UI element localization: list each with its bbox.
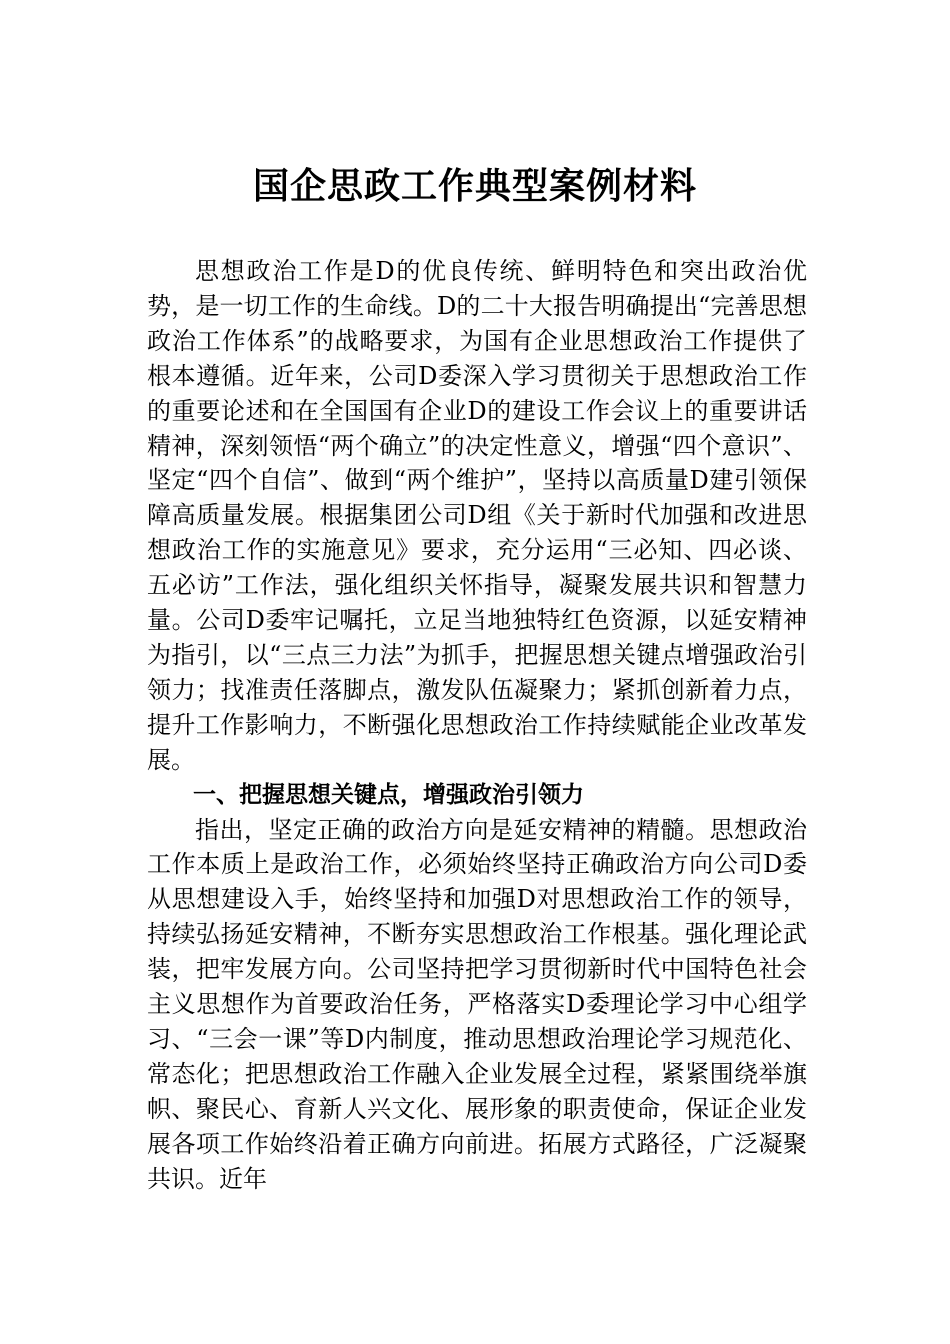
document-title: 国企思政工作典型案例材料 xyxy=(252,165,697,207)
section-1-paragraph: 指出，坚定正确的政治方向是延安精神的精髓。思想政治工作本质上是政治工作，必须始终坚持正确政治方向公司D委从思想建设入手，始终坚持和加强D对思想政治工作的领导，持续弘扬延安精神，不断夯实思想政治工作根基。强化理论武装，把牢发展方向。公司坚持把学习贯彻新时代中国特色社会主义思想作为首要政治任务，严格落实D委理论学习中心组学习、“三会一课”等D内制度，推动思想政治理论学习规范化、常态化；把思想政治工作融入企业发展全过程，紧紧围绕举旗帜、聚民心、育新人兴文化、展形象的职责使命，保证企业发展各项工作始终沿着正确方向前进。拓展方式路径，广泛凝聚共识。近年 xyxy=(147,815,807,1193)
document-body xyxy=(147,254,807,1196)
section-1-heading: 一、把握思想关键点，增强政治引领力 xyxy=(193,781,584,808)
intro-paragraph: 思想政治工作是D的优良传统、鲜明特色和突出政治优势，是一切工作的生命线。D的二十大报告明确提出“完善思想政治工作体系”的战略要求，为国有企业思想政治工作提供了根本遵循。近年来，公司D委深入学习贯彻关于思想政治工作的重要论述和在全国国有企业D的建设工作会议上的重要讲话精神，深刻领悟“两个确立”的决定性意义，增强“四个意识”、坚定“四个自信”、做到“两个维护”，坚持以高质量D建引领保障高质量发展。根据集团公司D组《关于新时代加强和改进思想政治工作的实施意见》要求，充分运用“三必知、四必谈、五必访”工作法，强化组织关怀指导，凝聚发展共识和智慧力量。公司D委牢记嘱托，立足当地独特红色资源，以延安精神为指引，以“三点三力法”为抓手，把握思想关键点增强政治引领力；找准责任落脚点，激发队伍凝聚力；紧抓创新着力点，提升工作影响力，不断强化思想政治工作持续赋能企业改革发展。 xyxy=(147,257,807,774)
